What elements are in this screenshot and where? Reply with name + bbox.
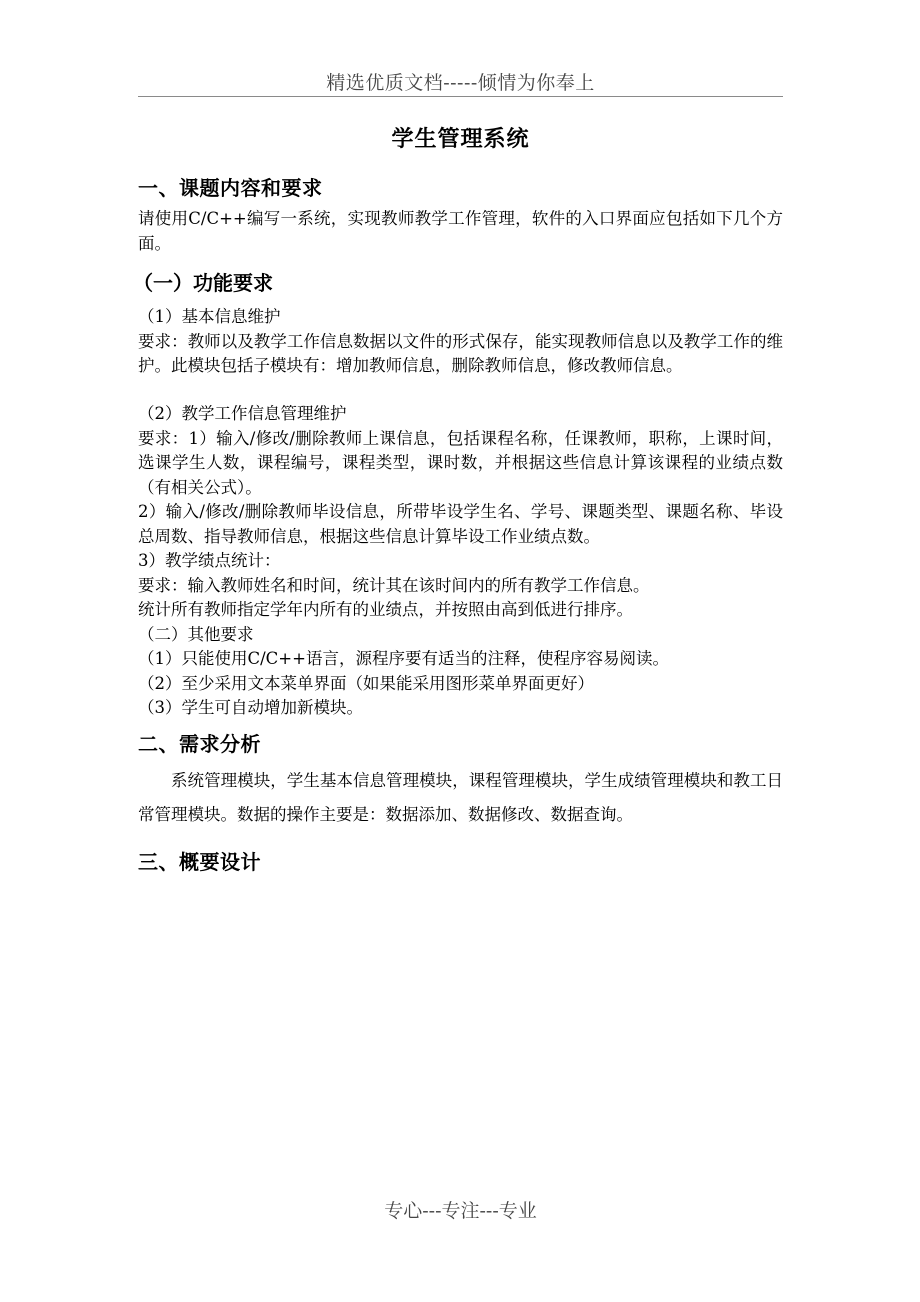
section-2-body: 系统管理模块，学生基本信息管理模块，课程管理模块，学生成绩管理模块和教工日常管理模块。数据的操作主要是：数据添加、数据修改、数据查询。 <box>138 771 783 824</box>
item-3-title: 3）教学绩点统计： <box>138 551 281 570</box>
item-1-title: （1）基本信息维护 <box>138 307 281 326</box>
item-1-body: 要求：教师以及教学工作信息数据以文件的形式保存，能实现教师信息以及教学工作的维护。此模块包括子模块有：增加教师信息，删除教师信息，修改教师信息。 <box>138 331 783 375</box>
page-header: 精选优质文档-----倾情为你奉上 <box>326 72 595 94</box>
subsection-other-heading: （二）其他要求 <box>138 624 254 644</box>
section-1-heading: 一、课题内容和要求 <box>138 176 323 200</box>
section-2-heading: 二、需求分析 <box>138 732 261 756</box>
page-footer: 专心---专注---专业 <box>384 1200 537 1222</box>
subsection-functional-heading: （一）功能要求 <box>133 271 273 295</box>
section-3-heading: 三、概要设计 <box>138 850 261 874</box>
other-requirement-3: （3）学生可自动增加新模块。 <box>138 698 363 717</box>
item-2-title: （2）教学工作信息管理维护 <box>138 404 347 423</box>
header-divider <box>138 96 783 97</box>
item-3-body-1: 要求：输入教师姓名和时间，统计其在该时间内的所有教学工作信息。 <box>138 575 650 595</box>
other-requirement-2: （2）至少采用文本菜单界面（如果能采用图形菜单界面更好） <box>138 673 594 693</box>
item-2-body-2: 2）输入/修改/删除教师毕设信息，所带毕设学生名、学号、课题类型、课题名称、毕设总周数、指导教师信息，根据这些信息计算毕设工作业绩点数。 <box>138 502 783 546</box>
item-3-body-2: 统计所有教师指定学年内所有的业绩点，并按照由高到低进行排序。 <box>138 600 633 619</box>
item-2-body-1: 要求：1）输入/修改/删除教师上课信息，包括课程名称，任课教师，职称，上课时间，选课学生人数，课程编号，课程类型，课时数，并根据这些信息计算该课程的业绩点数（有相关公式）。 <box>138 428 783 497</box>
section-1-intro: 请使用C/C++编写一系统，实现教师教学工作管理，软件的入口界面应包括如下几个方面。 <box>138 209 783 253</box>
other-requirement-1: （1）只能使用C/C++语言，源程序要有适当的注释，使程序容易阅读。 <box>138 649 669 668</box>
document-title: 学生管理系统 <box>391 126 530 152</box>
